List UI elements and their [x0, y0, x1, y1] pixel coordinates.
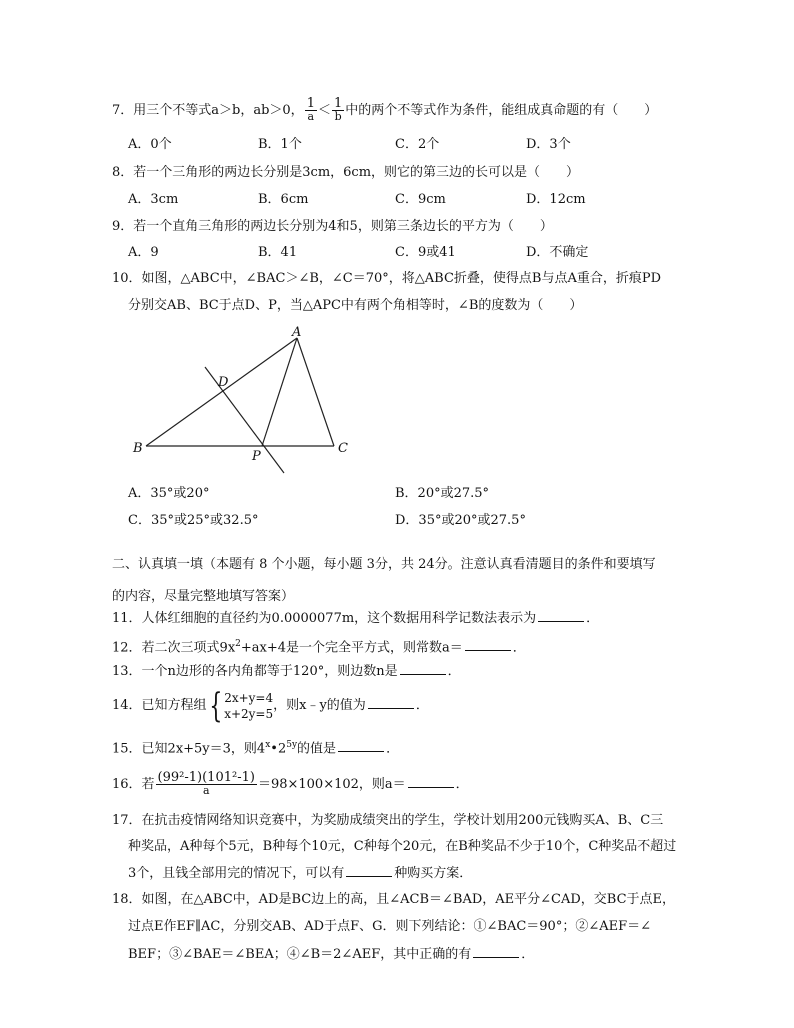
q14-end: ． — [415, 698, 429, 713]
q15-text-pre: 15．已知2x+5y＝3，则4 — [112, 741, 266, 757]
q14-equation-2: x+2y=5 — [224, 706, 274, 721]
q10-option-a: A．35°或20° — [128, 486, 210, 501]
q11-stem — [112, 609, 599, 628]
label-b: B — [133, 441, 143, 456]
q15-exponent-1: x — [265, 740, 271, 750]
q11-answer-blank[interactable] — [538, 609, 584, 622]
q10-stem-line2: 分别交AB、BC于点D、P，当△APC中有两个角相等时，∠B的度数为（ ） — [128, 298, 583, 313]
q16-numerator: (99²-1)(101²-1) — [157, 770, 255, 785]
q15-text-mid: •2 — [270, 741, 287, 757]
q14-equation-1: 2x+y=4 — [224, 690, 274, 705]
q8-option-c: C．9cm — [395, 192, 446, 207]
q16-answer-blank[interactable] — [408, 775, 454, 788]
segment-ab — [146, 338, 297, 446]
q7-suffix: 中的两个不等式作为条件，能组成真命题的有（ ） — [345, 103, 658, 118]
q15-answer-blank[interactable] — [338, 739, 384, 752]
q15-end: ． — [386, 741, 400, 757]
q13-text: 13．一个n边形的各内角都等于120°，则边数n是 — [112, 664, 398, 679]
q18-answer-blank[interactable] — [473, 945, 519, 958]
label-d: D — [218, 375, 229, 390]
q8-option-d: D．12cm — [526, 192, 586, 207]
q17-answer-blank[interactable] — [346, 864, 392, 877]
q12-text-pre: 12．若二次三项式9x — [112, 640, 236, 656]
q7-stem — [112, 98, 657, 123]
q14-brace: { — [208, 685, 222, 726]
q11-end: ． — [586, 611, 600, 626]
q12-answer-blank[interactable] — [465, 638, 511, 651]
q9-option-a: A．9 — [128, 245, 159, 260]
q10-option-b: B．20°或27.5° — [395, 486, 490, 501]
q10-stem-line1: 10．如图，△ABC中，∠BAC＞∠B，∠C＝70°，将△ABC折叠，使得点B与点A重合，折痕PD — [112, 271, 662, 286]
q9-stem: 9．若一个直角三角形的两边长分别为4和5，则第三条边长的平方为（ ） — [112, 219, 553, 234]
q14-text-pre: 14．已知方程组 — [112, 698, 207, 713]
q17-text-post: 种购买方案． — [394, 866, 473, 881]
q16-text-pre: 16．若 — [112, 777, 155, 792]
q16-fraction — [156, 772, 257, 797]
section2-heading-line2: 的内容，尽量完整地填写答案） — [112, 589, 295, 604]
q9-option-c: C．9或41 — [395, 245, 456, 260]
q7-option-c: C．2个 — [395, 137, 440, 152]
q13-answer-blank[interactable] — [400, 662, 446, 675]
q18-text-post: ． — [521, 947, 535, 962]
q7-frac2-num: 1 — [333, 96, 343, 111]
q8-option-b: B．6cm — [258, 192, 309, 207]
q16-text-mid: ＝98×100×102，则a＝ — [257, 777, 406, 792]
segment-ac — [297, 338, 334, 446]
q7-frac1-den: a — [307, 110, 315, 123]
q7-frac2 — [332, 98, 344, 123]
q8-stem: 8．若一个三角形的两边长分别是3cm，6cm，则它的第三边的长可以是（ ） — [112, 165, 580, 180]
q7-lt: ＜ — [317, 103, 331, 118]
q7-option-d: D．3个 — [526, 137, 571, 152]
q7-prefix: 7．用三个不等式a＞b，ab＞0， — [112, 103, 304, 118]
q10-option-d: D．35°或20°或27.5° — [395, 513, 526, 528]
q18-text-pre: BEF；③∠BAE＝∠BEA；④∠B＝2∠AEF，其中正确的有 — [128, 947, 472, 962]
section2-heading-line1: 二、认真填一填（本题有 8 个小题，每小题 3分，共 24分。注意认真看清题目的条件和要填写 — [112, 557, 656, 572]
q9-option-d: D．不确定 — [526, 245, 589, 260]
q14-system — [224, 690, 273, 722]
q18-stem-line1: 18．如图，在△ABC中，AD是BC边上的高，且∠ACB＝∠BAD，AE平分∠CAD，交BC于点E， — [112, 892, 676, 907]
q17-stem-line3 — [128, 864, 472, 883]
label-a: A — [292, 325, 302, 340]
q7-option-a: A．0个 — [128, 137, 172, 152]
q16-stem — [112, 768, 469, 802]
q11-text: 11．人体红细胞的直径约为0.0000077m，这个数据用科学记数法表示为 — [112, 611, 537, 626]
q8-option-a: A．3cm — [128, 192, 179, 207]
q13-stem — [112, 662, 461, 681]
q16-end: ． — [455, 777, 469, 792]
q7-frac1-num: 1 — [306, 96, 315, 111]
q15-stem — [112, 736, 399, 758]
q17-stem-line2: 种奖品，A种每个5元，B种每个10元，C种每个20元，在B种奖品不少于10个，C种奖品不超过 — [128, 839, 677, 854]
q9-option-b: B．41 — [258, 245, 298, 260]
q17-text-pre: 3个，且钱全部用完的情况下，可以有 — [128, 866, 345, 881]
q16-denominator: a — [202, 784, 210, 797]
q13-end: ． — [447, 664, 461, 679]
q7-frac1 — [305, 98, 317, 123]
q7-frac2-den: b — [334, 110, 342, 123]
q18-stem-line3 — [128, 945, 534, 964]
q7-option-b: B．1个 — [258, 137, 302, 152]
q12-end: ． — [512, 640, 526, 656]
q10-option-c: C．35°或25°或32.5° — [128, 513, 259, 528]
q12-exponent: 2 — [235, 639, 241, 649]
segment-ap — [262, 338, 297, 446]
q15-text-post: 的值是 — [297, 741, 337, 757]
fold-line-pd — [205, 367, 284, 473]
q18-stem-line2: 过点E作EF∥AC，分别交AB、AD于点F、G．则下列结论：①∠BAC＝90°；②∠AEF＝∠ — [128, 919, 652, 934]
q15-exponent-2: 5y — [286, 740, 298, 750]
q12-text-mid: +ax+4是一个完全平方式，则常数a＝ — [240, 640, 463, 656]
q17-stem-line1: 17．在抗击疫情网络知识竞赛中，为奖励成绩突出的学生，学校计划用200元钱购买A、B、C三 — [112, 813, 664, 828]
q14-text-mid: ，则x﹣y的值为 — [273, 698, 366, 713]
q12-stem — [112, 635, 526, 657]
q14-answer-blank[interactable] — [368, 696, 414, 709]
q14-stem — [112, 685, 429, 726]
label-c: C — [338, 441, 348, 456]
label-p: P — [252, 449, 261, 464]
